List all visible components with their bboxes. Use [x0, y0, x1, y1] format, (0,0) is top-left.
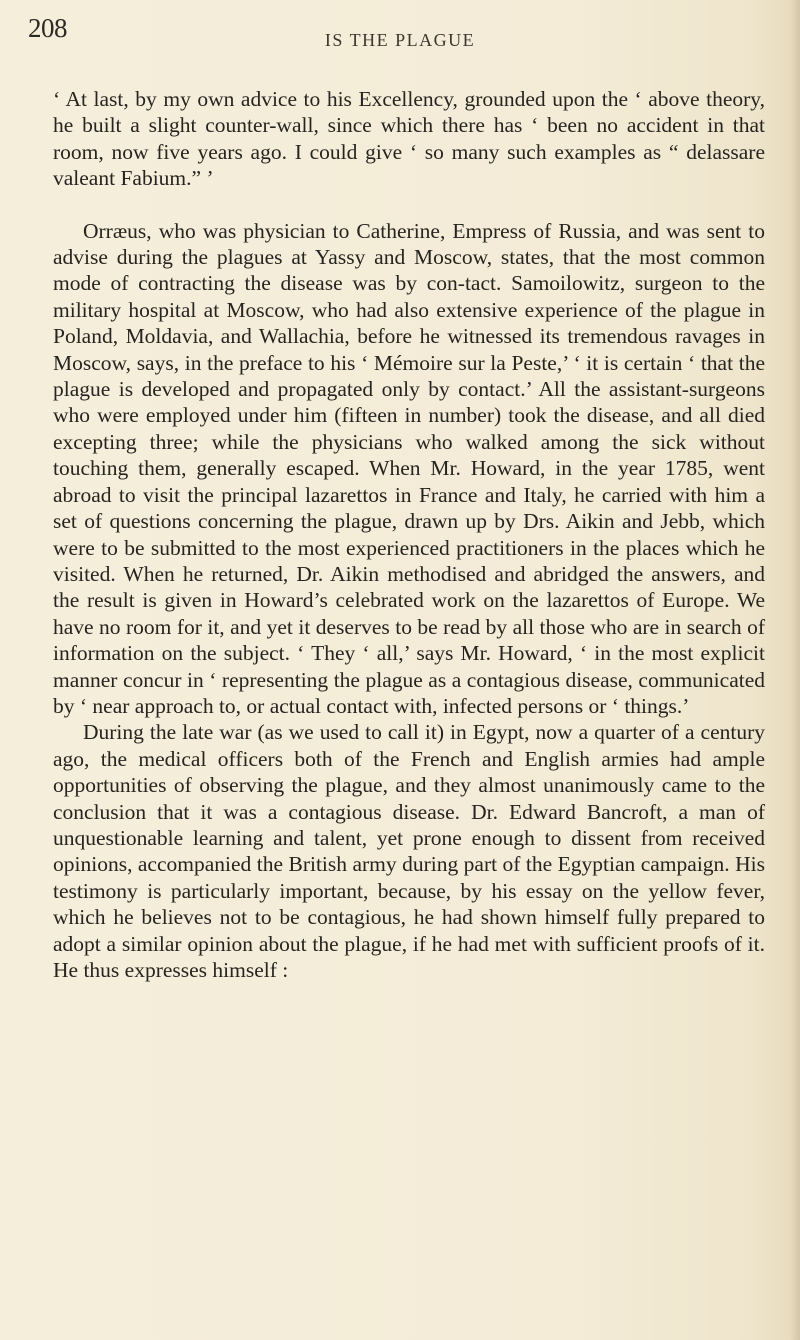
paragraph-orraeus: Orræus, who was physician to Catherine, Empress of Russia, and was sent to advise during the plagues at Yassy and Moscow, states, that the most common mode of contracting the disease was by con-tact. Samoilowitz, surgeon to the military hospital at Moscow, who had also extensive experience of the plague in Poland, Moldavia, and Wallachia, before he witnessed its tremendous ravages in Moscow, says, in the preface to his ‘ Mémoire sur la Peste,’ ‘ it is certain ‘ that the plague is developed and propagated only by contact.’ All the assistant-surgeons who were employed under him (fifteen in number) took the disease, and all died excepting three; while the physicians who walked among the sick without touching them, generally escaped. When Mr. Howard, in the year 1785, went abroad to visit the principal lazarettos in France and Italy, he carried with him a set of questions concerning the plague, drawn up by Drs. Aikin and Jebb, which were to be submitted to the most experienced practitioners in the places which he visited. When he returned, Dr. Aikin methodised and abridged the answers, and the result is given in Howard’s celebrated work on the lazarettos of Europe. We have no room for it, and yet it deserves to be read by all those who are in search of information on the subject. ‘ They ‘ all,’ says Mr. Howard, ‘ in the most explicit manner concur in ‘ representing the plague as a contagious disease, communicated by ‘ near approach to, or actual contact with, infected persons or ‘ things.’ — [53, 218, 765, 718]
paragraph-egypt: During the late war (as we used to call it) in Egypt, now a quarter of a century ago, the medical officers both of the French and English armies had ample opportunities of observing the plague, and they almost unanimously came to the conclusion that it was a contagious disease. Dr. Edward Bancroft, a man of unquestionable learning and talent, yet prone enough to dissent from received opinions, accompanied the British army during part of the Egyptian campaign. His testimony is particularly important, because, by his essay on the yellow fever, which he believes not to be contagious, he had shown himself fully prepared to adopt a similar opinion about the plague, if he had met with sufficient proofs of it. He thus expresses himself : — [53, 720, 765, 982]
body-text — [53, 86, 765, 983]
page-number: 208 — [28, 13, 67, 43]
page-edge-shadow — [790, 0, 800, 1340]
quoted-paragraph: ‘ At last, by my own advice to his Excellency, grounded upon the ‘ above theory, he built a slight counter-wall, since which there has ‘ been no accident in that room, now five years ago. I could give ‘ so many such examples as “ delassare valeant Fabium.” ’ — [53, 87, 765, 191]
running-title: IS THE PLAGUE — [324, 30, 476, 50]
